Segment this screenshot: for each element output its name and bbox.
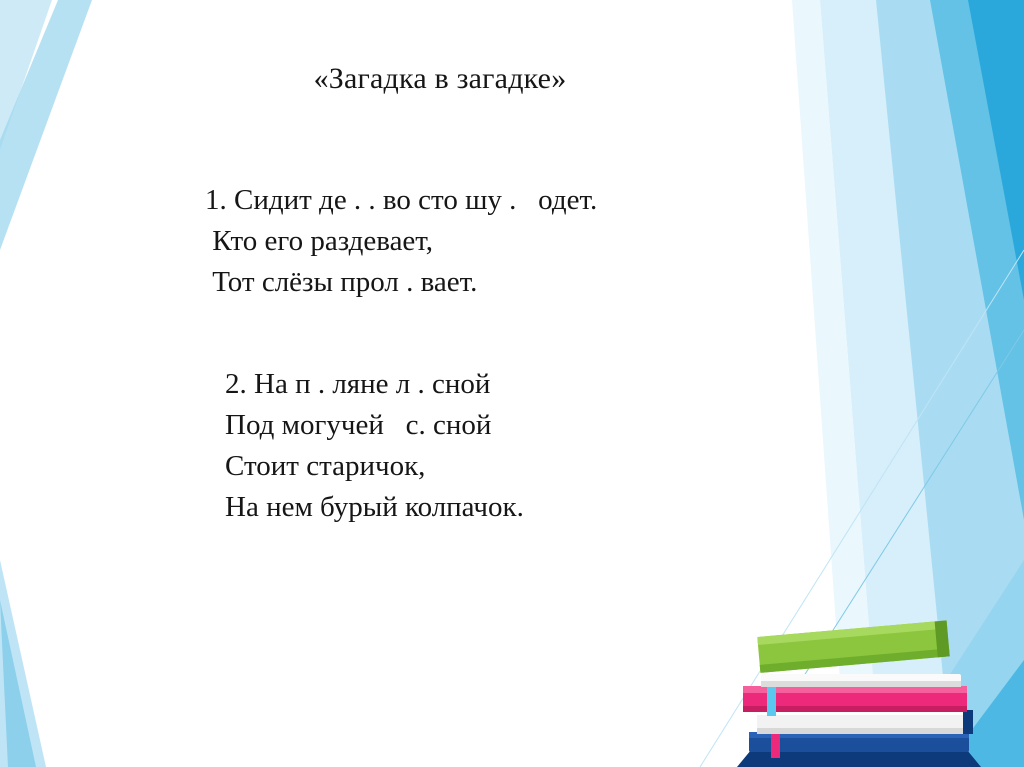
riddle-line: На нем бурый колпачок. [225,491,524,524]
riddle-line: Стоит старичок, [225,449,426,482]
riddle-item [205,364,845,529]
riddle-list [205,180,845,528]
riddle-line: 1. Сидит де . . во сто шу . одет. [205,184,598,216]
riddle-line: Под могучей с. сной [225,408,492,441]
riddle-line: Кто его раздевает, [205,225,434,258]
riddle-line: Тот слёзы прол . вает. [205,266,478,299]
riddle-item [205,180,845,304]
riddle-line: 2. На п . ляне л . сной [225,367,491,400]
books-illustration [731,582,1006,767]
page-title: «Загадка в загадке» [313,62,567,95]
